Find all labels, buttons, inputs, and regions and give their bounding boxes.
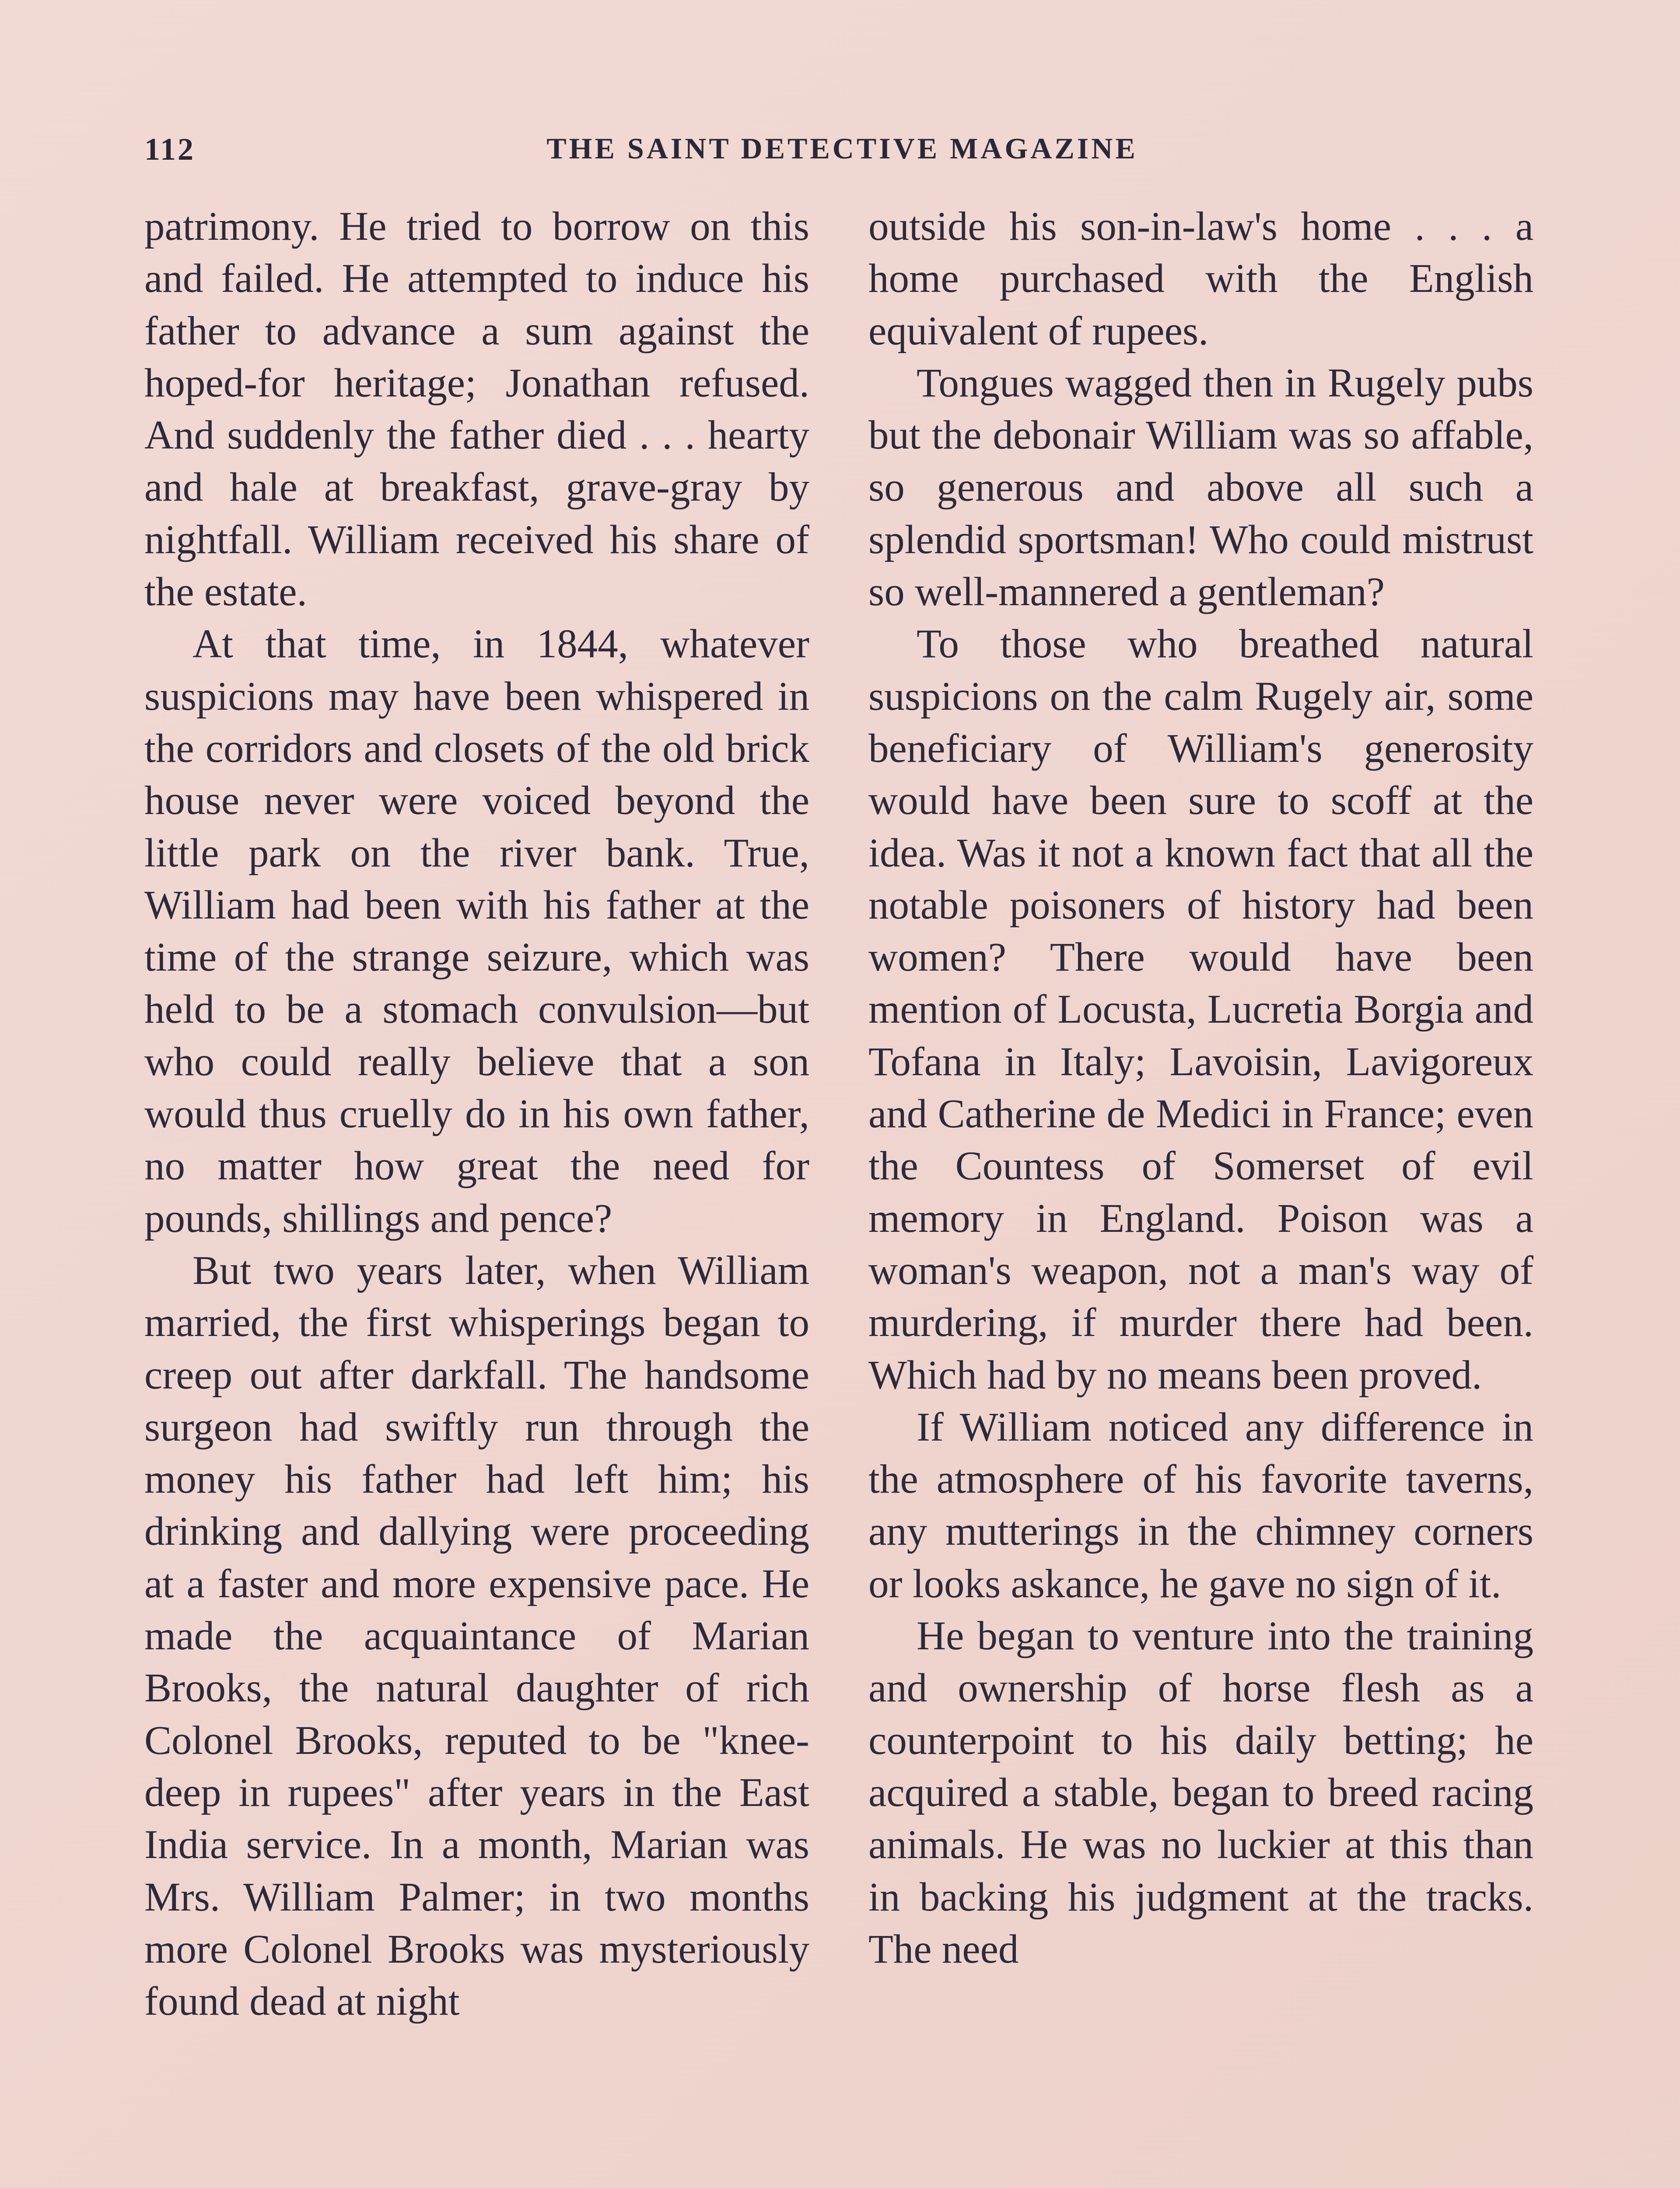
paragraph: At that time, in 1844, whatever suspicions may have been whispered in the corridors and closets of the old brick house never were voiced beyond the little park on the river bank. True, William had been with his father at the time of the strange seizure, which was held to be a stomach convulsion—but who could really believe that a son would thus cruelly do in his own father, no matter how great the need for pounds, shillings and pence? xyxy=(144,621,809,1241)
paragraph: Tongues wagged then in Rugely pubs but the debonair William was so affable, so generous and above all such a splendid sportsman! Who could mistrust so well-mannered a gentleman? xyxy=(868,360,1533,615)
right-column xyxy=(868,200,1533,1975)
page-number: 112 xyxy=(144,132,196,167)
left-column xyxy=(144,200,809,2027)
paragraph: But two years later, when William married, the first whisperings began to creep out after darkfall. The handsome surgeon had swiftly run through the money his father had left him; his drinking and dallying were proceeding at a faster and more expensive pace. He made the acquaintance of Marian Brooks, the natural daughter of rich Colonel Brooks, reputed to be "knee-deep in rupees" after years in the East India service. In a month, Marian was Mrs. William Palmer; in two months more Colonel Brooks was mysteriously found dead at night xyxy=(144,1248,809,2024)
running-head: THE SAINT DETECTIVE MAGAZINE xyxy=(546,132,1138,165)
paragraph: To those who breathed natural suspicions on the calm Rugely air, some beneficiary of William's generosity would have been sure to scoff at the idea. Was it not a known fact that all the notable poisoners of history had been women? There would have been mention of Locusta, Lucretia Borgia and Tofana in Italy; Lavoisin, Lavigoreux and Catherine de Medici in France; even the Countess of Somerset of evil memory in England. Poison was a woman's weapon, not a man's way of murdering, if murder there had been. Which had by no means been proved. xyxy=(868,621,1533,1398)
paragraph: outside his son-in-law's home . . . a home purchased with the English equivalent of rupees. xyxy=(868,204,1533,354)
page-header xyxy=(144,131,1540,179)
paragraph: He began to venture into the training and ownership of horse flesh as a counterpoint to his daily betting; he acquired a stable, began to breed racing animals. He was no luckier at this than in backing his judgment at the tracks. The need xyxy=(868,1613,1533,1972)
paragraph: If William noticed any difference in the atmosphere of his favorite taverns, any mutterings in the chimney corners or looks askance, he gave no sign of it. xyxy=(868,1404,1533,1606)
paragraph: patrimony. He tried to borrow on this and failed. He attempted to induce his father to advance a sum against the hoped-for heritage; Jonathan refused. And suddenly the father died . . . hearty and hale at breakfast, grave-gray by nightfall. William received his share of the estate. xyxy=(144,204,809,615)
